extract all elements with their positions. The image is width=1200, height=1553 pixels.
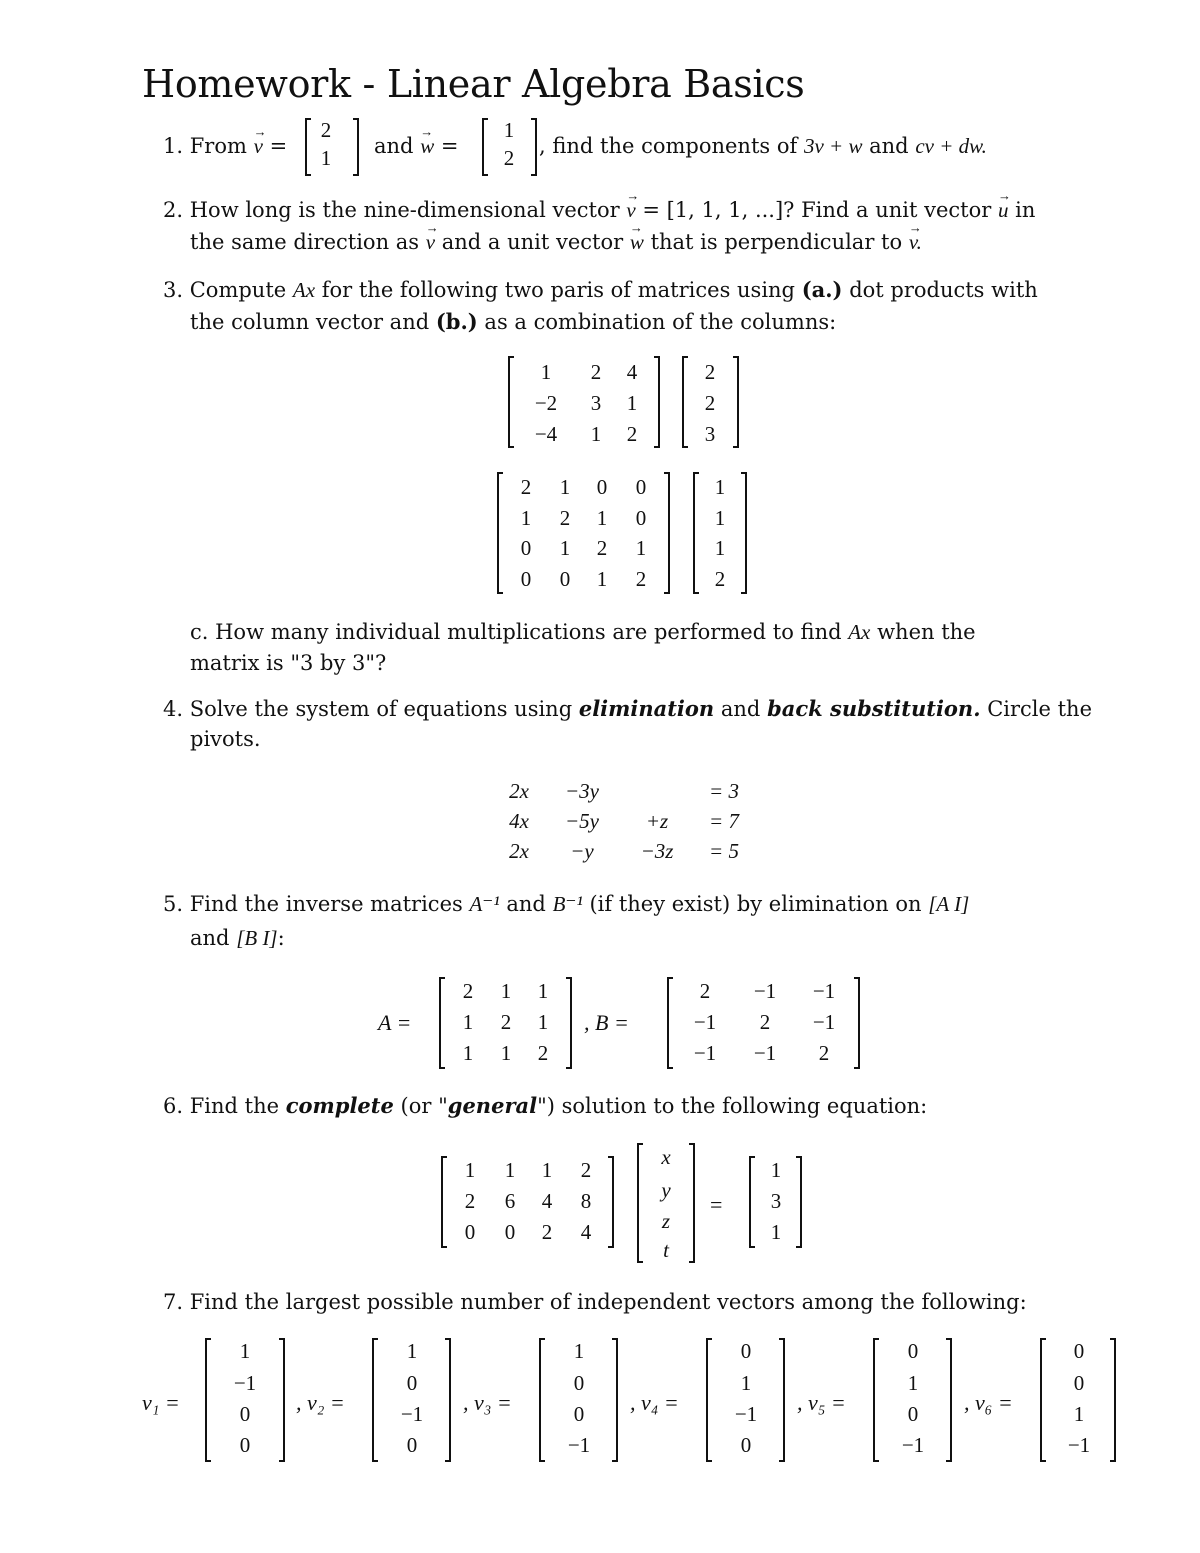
- problem-number: 1.: [163, 134, 184, 158]
- problem-3c: c. How many individual multiplications are performed to find Ax when the: [190, 620, 976, 644]
- vector-label: , v₂ =: [296, 1390, 345, 1415]
- vector-label: , v₅ =: [797, 1390, 846, 1415]
- bracket-left: [305, 118, 311, 176]
- vector-label: , v₄ =: [630, 1390, 679, 1415]
- vector-label: , v₆ =: [964, 1390, 1013, 1415]
- vector-label: , v₃ =: [463, 1390, 512, 1415]
- matrix-b-label: , B =: [584, 1010, 629, 1035]
- bracket-right: [353, 118, 359, 176]
- homework-page: Homework - Linear Algebra Basics 1. From v → = 2 1 and w → = 1 2 , find the components of 3v + w and cv + dw. 2. How long is the nine-dimensional vector v → = [1, 1, 1, ...]? Find a unit vector u → in the same direction as v → and a unit vector w → that is perpendicular to v. → 3. Compute Ax for the following two paris of matrices using (a.) dot products with the column vector and (b.) as a combination of the columns: 1 2 4 −2 3 1 −4 1 2 2 2 3 2 1 0 0 1 2 1 0 0 1 2 1 0 0 1 2 1 1 1 2 c. How many individual multiplications are performed to find Ax when the matrix is "3 by 3"? 4. Solve the system of equations using elimination and back substitution. Circle the pivots. 2x −3y = 3 4x −5y +z = 7 2x −y −3z = 5 5. Find the inverse matrices A⁻¹ and B⁻¹ (if they exist) by elimination on [A I] and [B I]: A = 2 1 1 1 2 1 1 1 2 , B = 2 −1 −1 −1 2 −1 −1 −1 2 6. Find the complete (or "general") solution to the following equation: 1 1 1 2 2 6 4 8 0 0 2 4 x y z t = 1 3 1 7. Find the largest possible number of independent vectors among the following: v₁ = 1 −1 0 0 , v₂ = 1 0 −1 0 , v₃ = 1 0 0 −1 , v₄ = 0 1 −1 0 , v₅ = 0 1 0 −1 , v₆ = 0 0 1 −1: [0, 0, 1200, 1553]
- page-title: Homework - Linear Algebra Basics: [142, 62, 805, 106]
- bracket-right: [531, 118, 537, 176]
- vector-label: v₁ =: [142, 1390, 180, 1415]
- matrix-a-label: A =: [378, 1010, 412, 1035]
- bracket-left: [482, 118, 488, 176]
